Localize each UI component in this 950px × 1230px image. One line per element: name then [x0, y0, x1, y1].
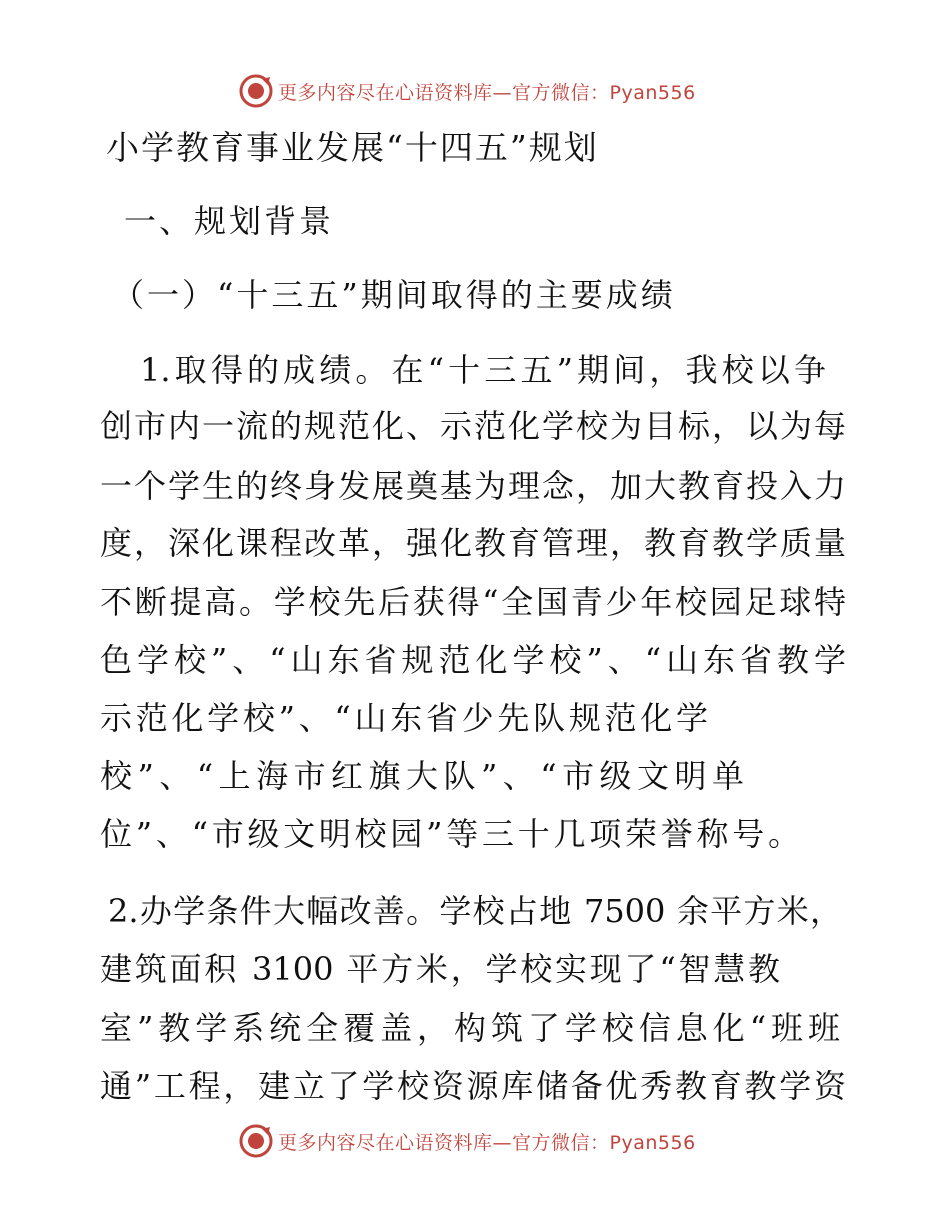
subsection-heading: （一）“十三五”期间取得的主要成绩	[112, 276, 676, 314]
body-line-10: 2.办学条件大幅改善。学校占地 7500 余平方米，	[108, 892, 842, 930]
body-line-12: 室”教学系统全覆盖，构筑了学校信息化“班班	[100, 1009, 840, 1047]
body-line-9: 位”、“市级文明校园”等三十几项荣誉称号。	[100, 815, 800, 853]
section-heading: 一、规划背景	[124, 202, 335, 240]
body-line-5: 不断提高。学校先后获得“全国青少年校园足球特	[100, 583, 846, 621]
body-line-6: 色学校”、“山东省规范化学校”、“山东省教学	[100, 641, 846, 679]
watermark-logo-icon	[238, 73, 274, 109]
document-title: 小学教育事业发展“十四五”规划	[106, 128, 599, 167]
body-line-4: 度，深化课程改革，强化教育管理，教育教学质量	[100, 524, 846, 562]
body-line-11: 建筑面积 3100 平方米，学校实现了“智慧教	[100, 950, 780, 988]
watermark-footer	[238, 1121, 696, 1161]
body-line-3: 一个学生的终身发展奠基为理念，加大教育投入力	[100, 467, 846, 505]
watermark-text: 更多内容尽在心语资料库—官方微信：Pyan556	[278, 1131, 696, 1154]
watermark-text: 更多内容尽在心语资料库—官方微信：Pyan556	[278, 81, 696, 104]
body-line-1: 1.取得的成绩。在“十三五”期间，我校以争	[140, 351, 826, 389]
body-line-8: 校”、“上海市红旗大队”、“市级文明单	[100, 757, 744, 795]
body-line-7: 示范化学校”、“山东省少先队规范化学	[100, 699, 708, 737]
body-line-2: 创市内一流的规范化、示范化学校为目标，以为每	[100, 407, 846, 445]
watermark-header	[238, 71, 696, 111]
body-line-13: 通”工程，建立了学校资源库储备优秀教育教学资	[100, 1067, 846, 1105]
watermark-logo-icon	[238, 1123, 274, 1159]
